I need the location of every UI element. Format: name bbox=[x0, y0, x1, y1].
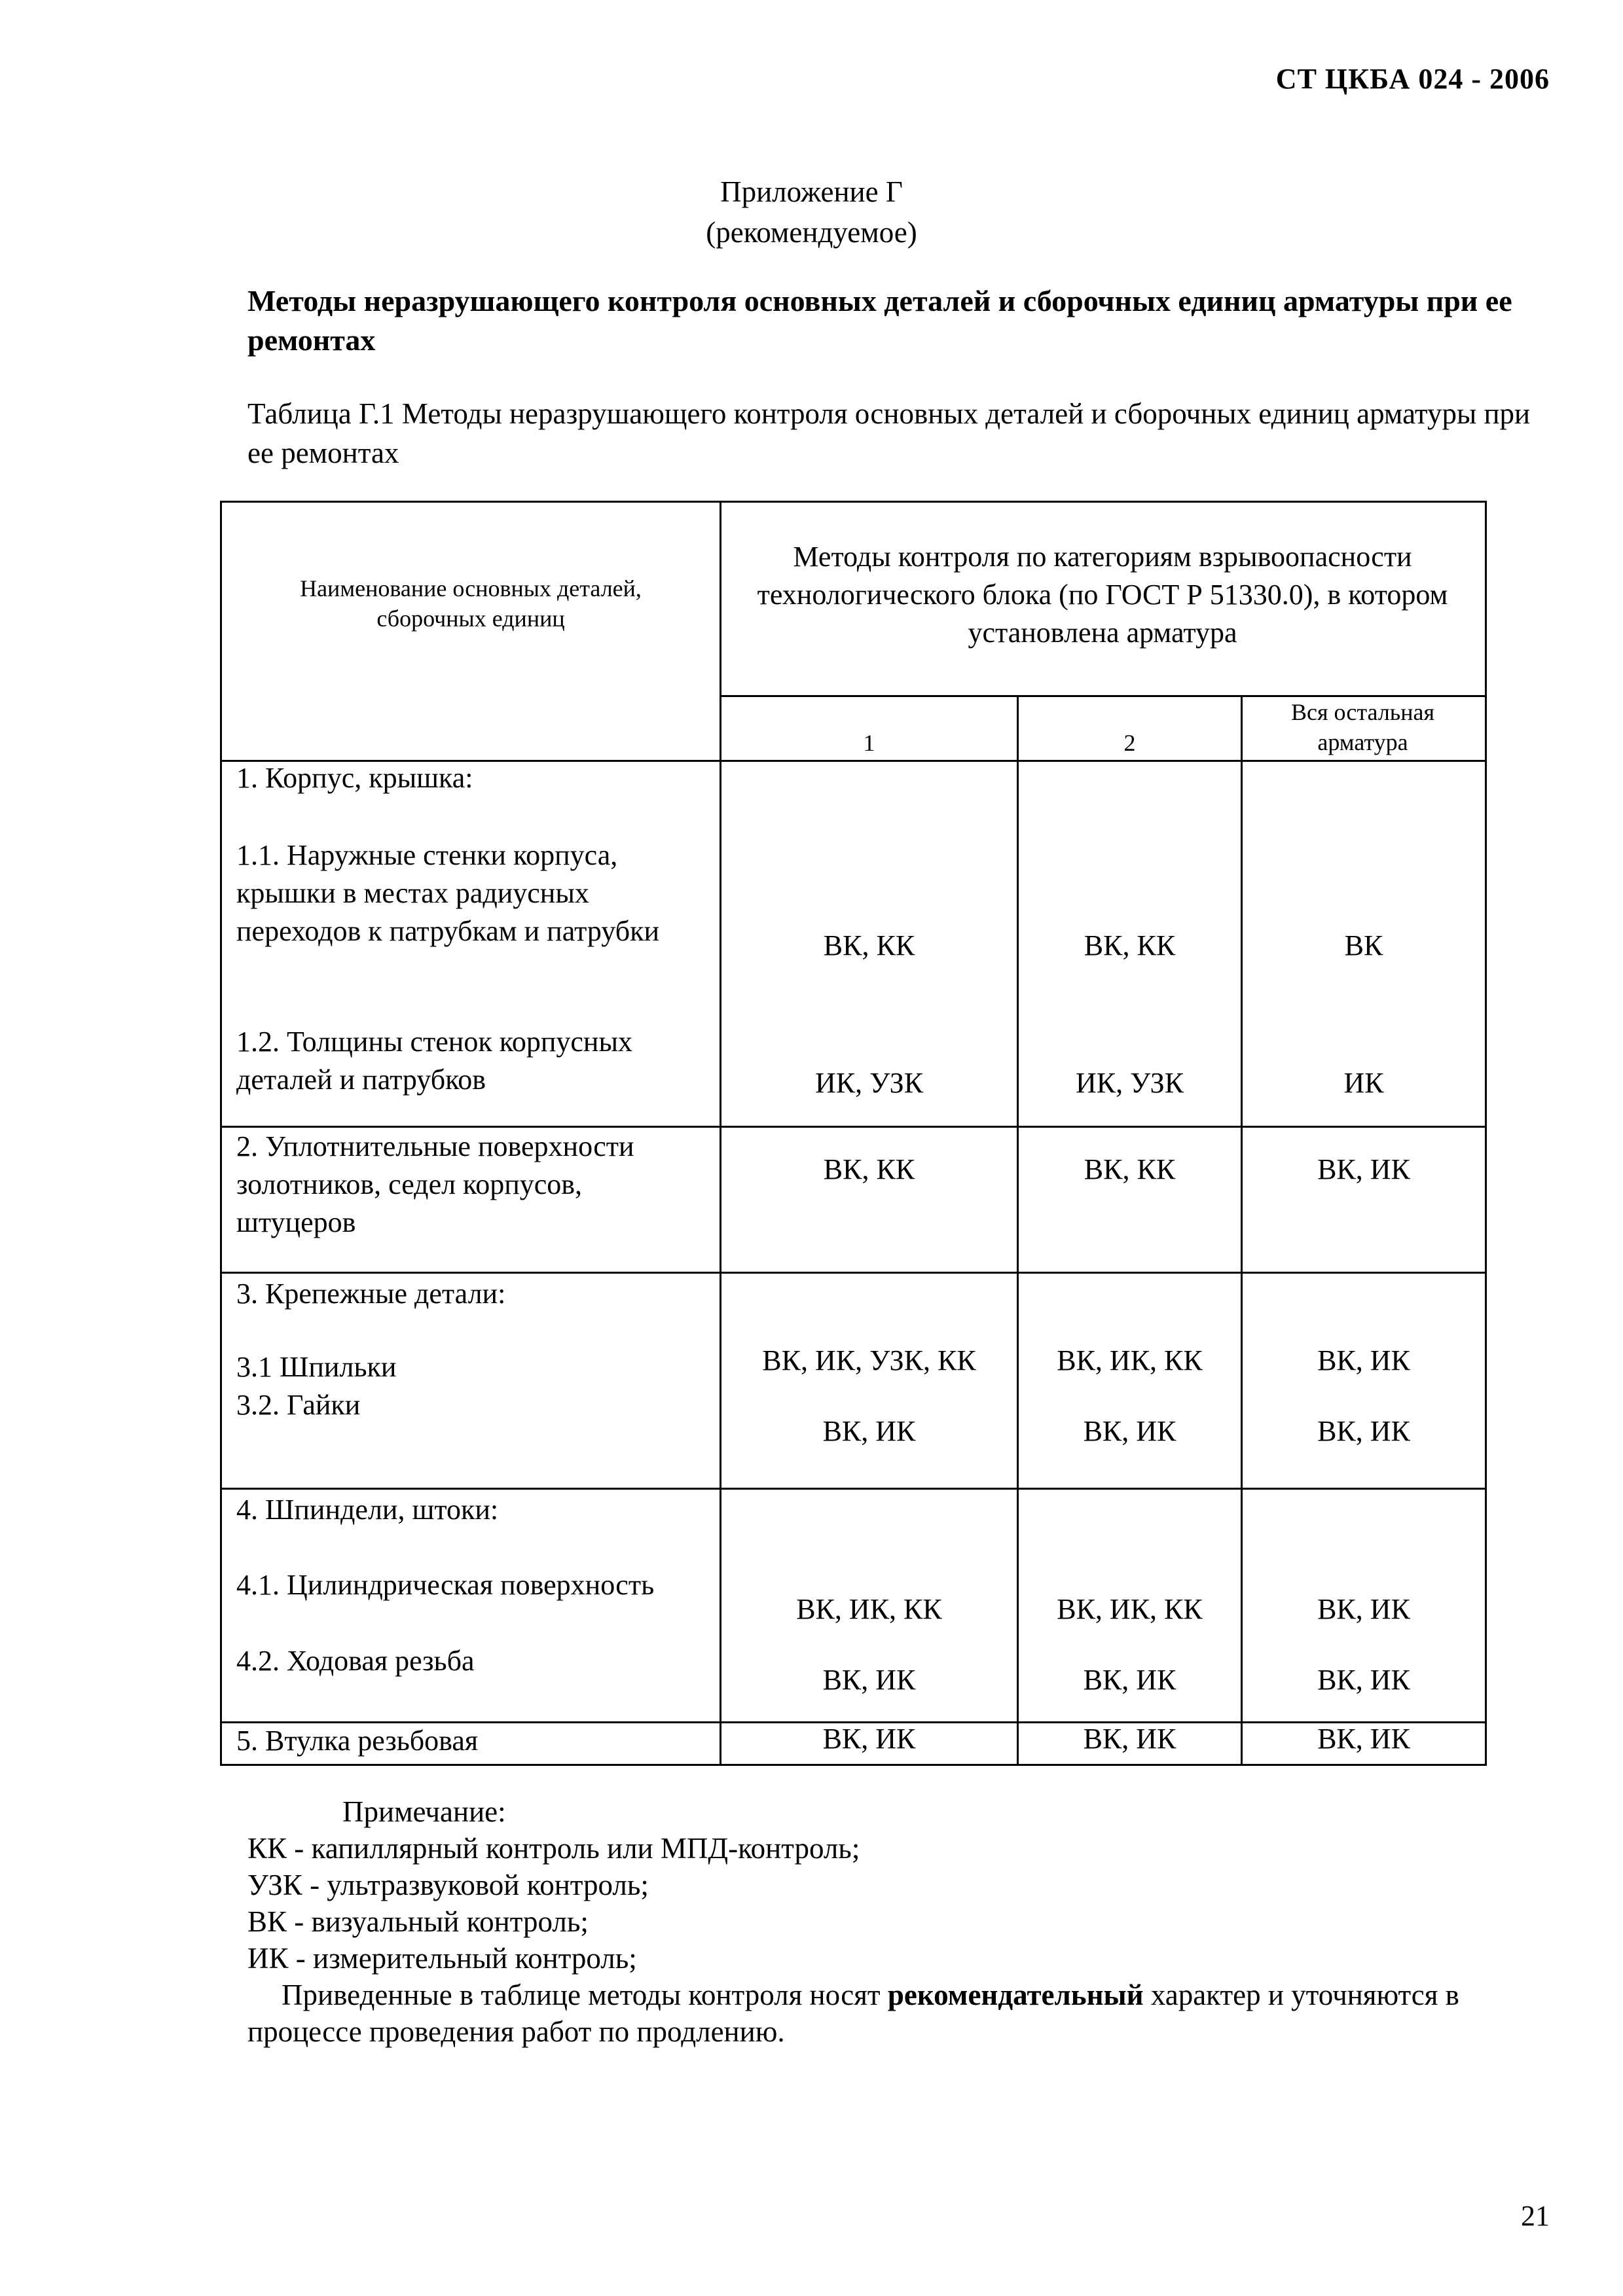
row-4-1-cat3: ВК, ИК bbox=[1317, 1593, 1410, 1625]
row-4-1-cat2: ВК, ИК, КК bbox=[1057, 1593, 1203, 1625]
row-4-1-label: 4.1. Цилиндрическая поверхность bbox=[236, 1569, 655, 1601]
note-uzk: УЗК - ультразвуковой контроль; bbox=[247, 1869, 649, 1901]
row-4-2-cat3: ВК, ИК bbox=[1317, 1664, 1410, 1696]
row-3-2-cat1: ВК, ИК bbox=[822, 1415, 916, 1447]
row-2-cat2: ВК, КК bbox=[1084, 1153, 1176, 1185]
row-4-2-cat1: ВК, ИК bbox=[822, 1664, 916, 1696]
notes-final-paragraph bbox=[247, 1977, 1544, 2050]
row-3-1-label: 3.1 Шпильки bbox=[236, 1351, 397, 1383]
row-5-cat3: ВК, ИК bbox=[1317, 1723, 1410, 1755]
row-3-2-label: 3.2. Гайки bbox=[236, 1389, 361, 1421]
appendix-title: Приложение Г bbox=[720, 175, 903, 208]
note-ik: ИК - измерительный контроль; bbox=[247, 1942, 637, 1975]
row-5-title: 5. Втулка резьбовая bbox=[236, 1725, 479, 1757]
category-rest-header: Вся остальная арматура bbox=[1290, 699, 1435, 755]
row-4-1-cat1: ВК, ИК, КК bbox=[796, 1593, 942, 1625]
notes-final-emphasis: рекомендательный bbox=[887, 1979, 1144, 2011]
column-header-methods: Методы контроля по категориям взрывоопасности технологического блока (по ГОСТ Р 51330.0), в котором установлена арматура bbox=[757, 541, 1448, 649]
table-hline bbox=[222, 1272, 1485, 1274]
note-kk: КК - капиллярный контроль или МПД-контроль; bbox=[247, 1832, 860, 1865]
row-2-cat1: ВК, КК bbox=[823, 1153, 915, 1185]
category-2-header: 2 bbox=[1123, 730, 1136, 756]
row-1-2-cat2: ИК, УЗК bbox=[1075, 1067, 1184, 1099]
methods-table bbox=[220, 501, 1487, 1766]
note-vk: ВК - визуальный контроль; bbox=[247, 1905, 589, 1938]
row-2-cat3: ВК, ИК bbox=[1317, 1153, 1410, 1185]
row-1-1-cat1: ВК, КК bbox=[823, 929, 915, 961]
row-3-1-cat3: ВК, ИК bbox=[1317, 1344, 1410, 1376]
category-1-header: 1 bbox=[863, 730, 875, 756]
row-1-title: 1. Корпус, крышка: bbox=[236, 762, 473, 794]
notes-title: Примечание: bbox=[342, 1795, 506, 1828]
document-heading: Методы неразрушающего контроля основных деталей и сборочных единиц арматуры при ее ремонтах bbox=[247, 284, 1512, 357]
row-1-1-cat3: ВК bbox=[1344, 929, 1383, 961]
notes-final-text: Приведенные в таблице методы контроля носят bbox=[282, 1979, 888, 2011]
row-1-2-cat1: ИК, УЗК bbox=[814, 1067, 924, 1099]
row-3-2-cat2: ВК, ИК bbox=[1083, 1415, 1176, 1447]
row-5-cat2: ВК, ИК bbox=[1083, 1723, 1176, 1755]
document-code: СТ ЦКБА 024 - 2006 bbox=[1275, 63, 1550, 95]
row-4-2-label: 4.2. Ходовая резьба bbox=[236, 1645, 475, 1677]
row-4-2-cat2: ВК, ИК bbox=[1083, 1664, 1176, 1696]
row-3-1-cat1: ВК, ИК, УЗК, КК bbox=[762, 1344, 976, 1376]
row-2-title: 2. Уплотнительные поверхности золотников, седел корпусов, штуцеров bbox=[236, 1130, 634, 1238]
table-hline bbox=[222, 1488, 1485, 1490]
notes-final-text-end: характер и уточняются в процессе проведения работ по продлению. bbox=[247, 1979, 1459, 2048]
row-3-2-cat3: ВК, ИК bbox=[1317, 1415, 1410, 1447]
row-5-cat1: ВК, ИК bbox=[822, 1723, 916, 1755]
page-number: 21 bbox=[1521, 2200, 1550, 2232]
appendix-title-block bbox=[0, 171, 1623, 253]
row-3-1-cat2: ВК, ИК, КК bbox=[1057, 1344, 1203, 1376]
row-4-title: 4. Шпиндели, штоки: bbox=[236, 1494, 499, 1526]
table-vline bbox=[720, 503, 721, 1764]
notes-block bbox=[247, 1793, 1544, 2050]
table-caption: Таблица Г.1 Методы неразрушающего контроля основных деталей и сборочных единиц арматуры при ее ремонтах bbox=[247, 397, 1531, 469]
row-1-2-cat3: ИК bbox=[1343, 1067, 1384, 1099]
row-1-1-label: 1.1. Наружные стенки корпуса, крышки в местах радиусных переходов к патрубкам и патрубки bbox=[236, 839, 660, 947]
column-header-name: Наименование основных деталей, сборочных единиц bbox=[300, 575, 642, 632]
appendix-subtitle: (рекомендуемое) bbox=[706, 216, 917, 249]
row-3-title: 3. Крепежные детали: bbox=[236, 1278, 506, 1310]
row-1-1-cat2: ВК, КК bbox=[1084, 929, 1176, 961]
row-1-2-label: 1.2. Толщины стенок корпусных деталей и патрубков bbox=[236, 1026, 633, 1096]
